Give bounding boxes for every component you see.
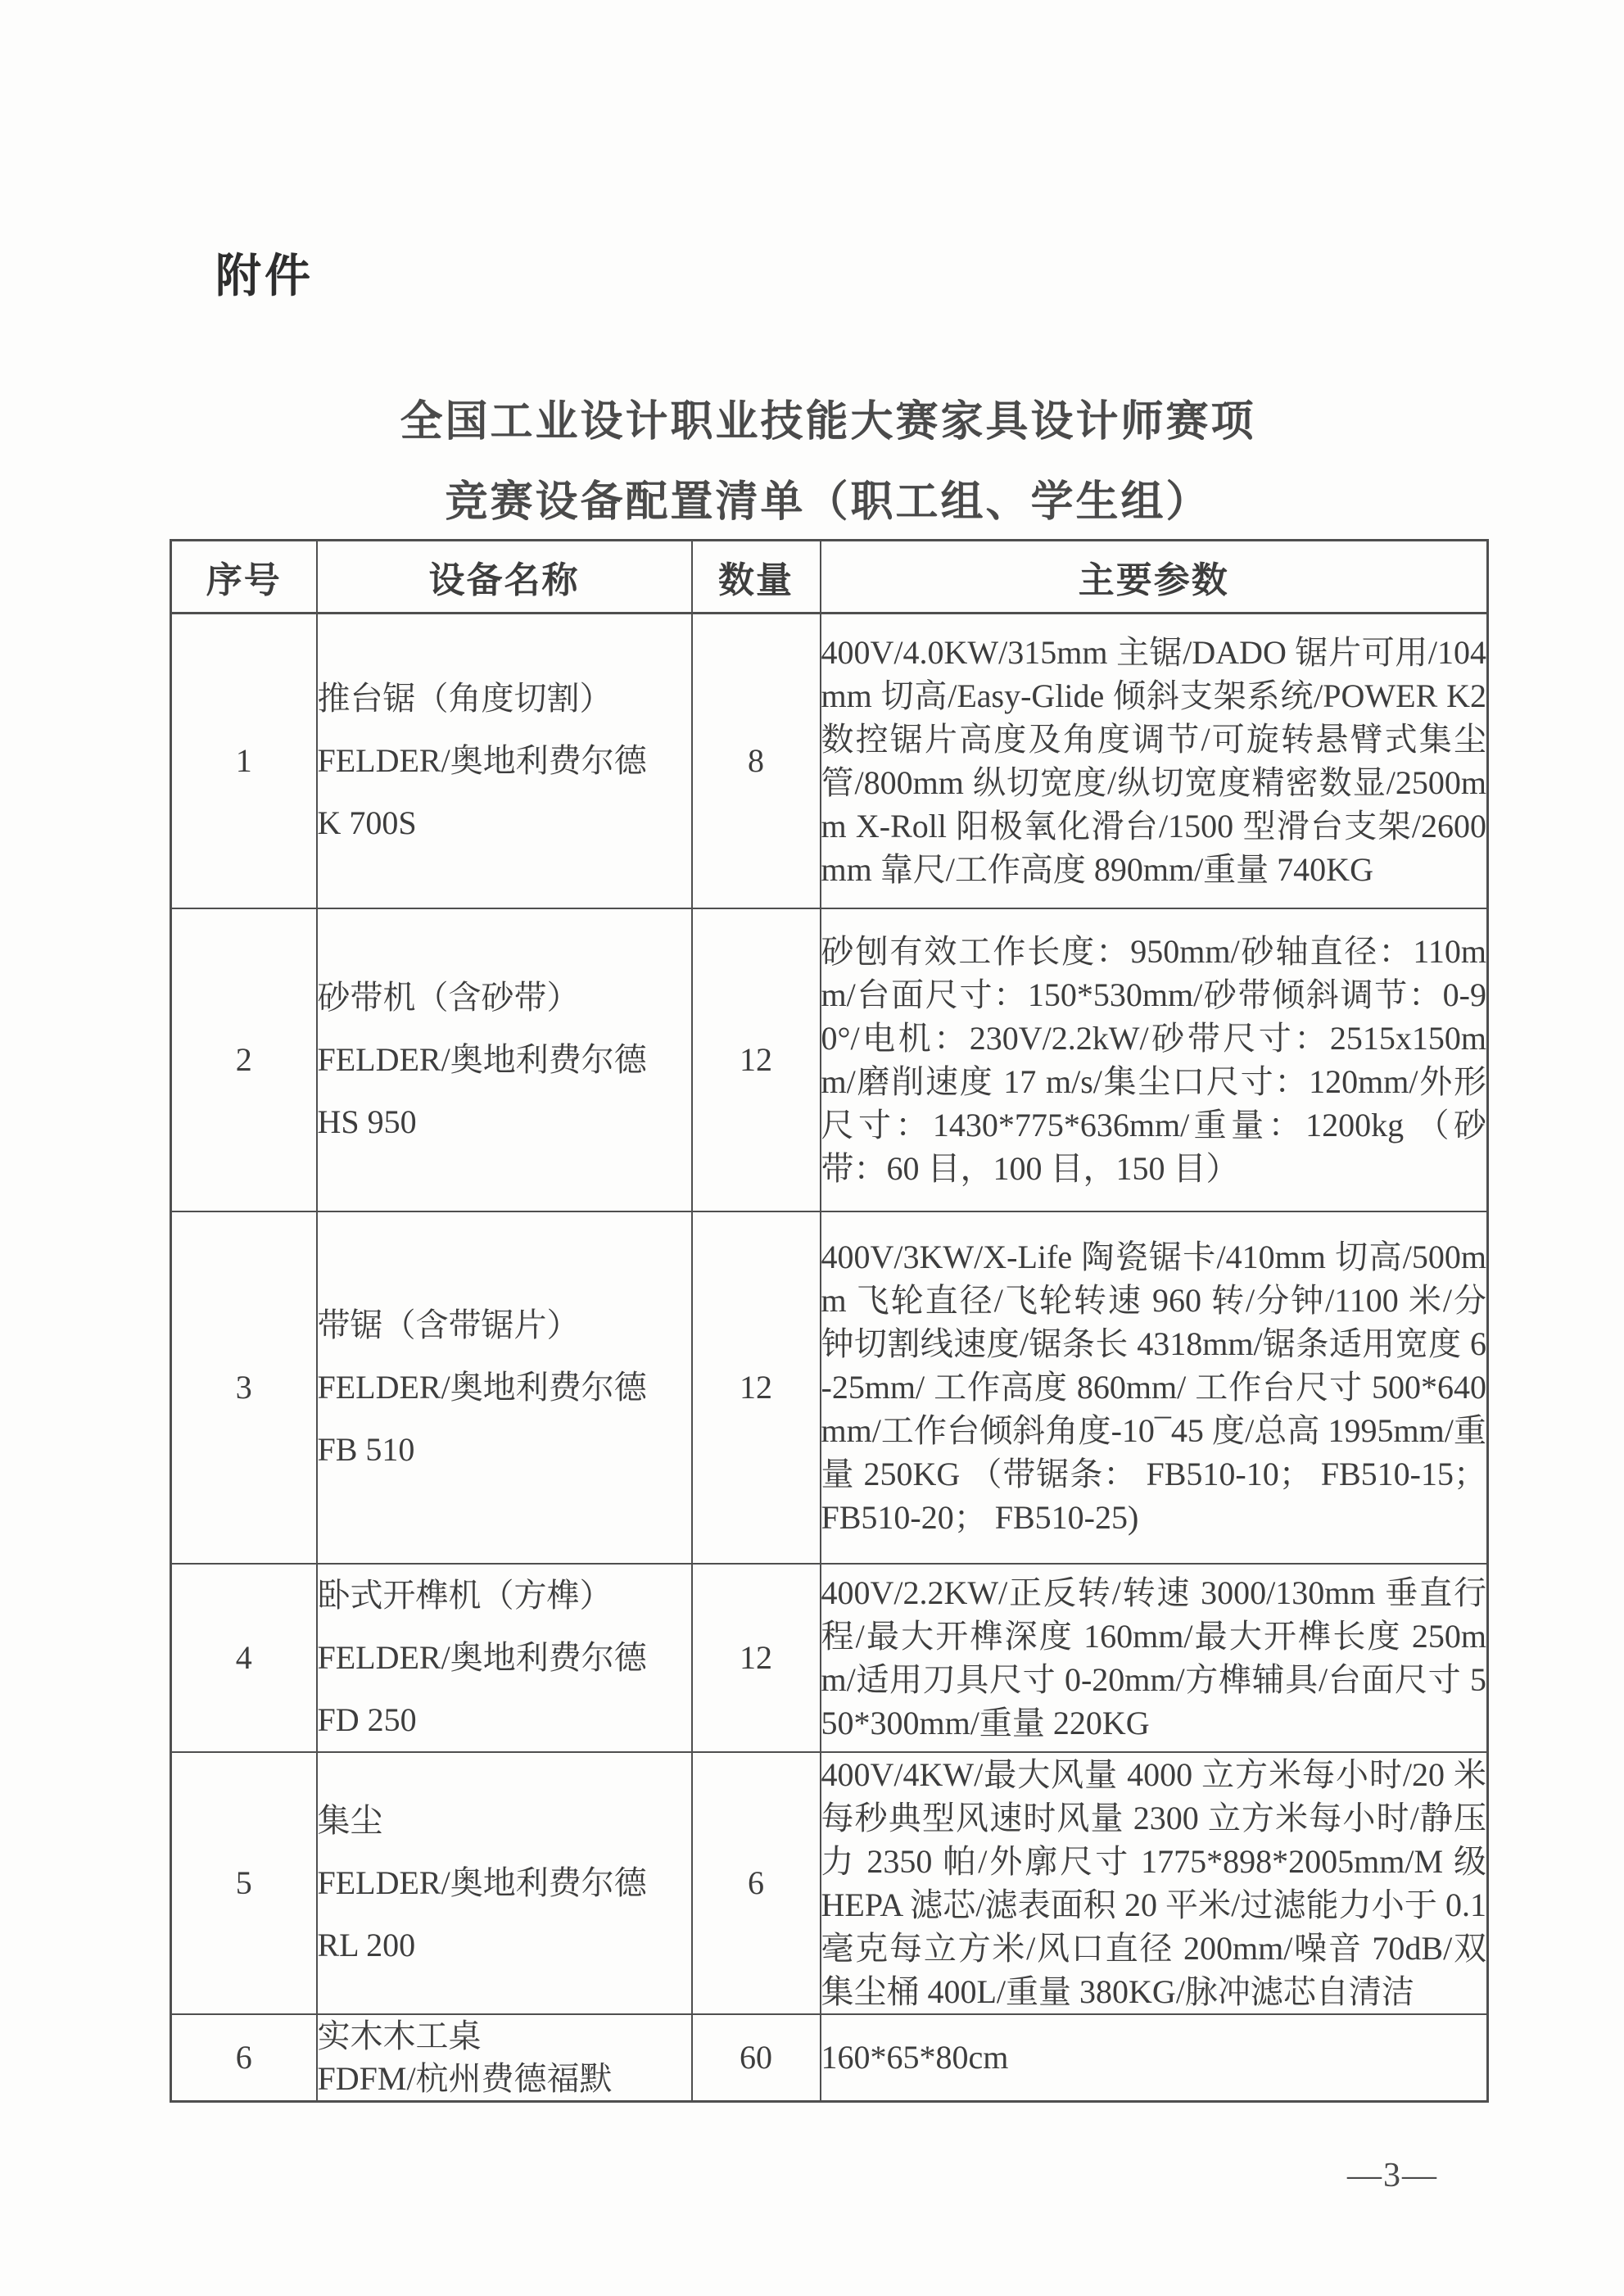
cell-index: 5 [171, 1752, 317, 2014]
document-title-line1: 全国工业设计职业技能大赛家具设计师赛项 [400, 399, 1256, 446]
equipment-model-line: FB 510 [317, 1430, 415, 1468]
cell-index: 2 [171, 908, 317, 1211]
cell-quantity: 60 [692, 2014, 821, 2102]
table-row [171, 908, 1488, 1211]
column-header-parameters: 主要参数 [821, 541, 1488, 614]
cell-parameters: 160*65*80cm [821, 2014, 1488, 2102]
table-row [171, 614, 1488, 908]
attachment-label: 附件 [215, 251, 314, 302]
cell-equipment-name [317, 2014, 692, 2102]
equipment-brand-line: FELDER/奥地利费尔德 [317, 1864, 647, 1901]
table-row [171, 2014, 1488, 2102]
equipment-name-line: 卧式开榫机（方榫） [317, 1576, 613, 1614]
cell-quantity: 12 [692, 1564, 821, 1752]
equipment-model-line: RL 200 [317, 1926, 416, 1963]
cell-equipment-name [317, 908, 692, 1211]
cell-quantity: 12 [692, 908, 821, 1211]
column-header-equipment-name: 设备名称 [317, 541, 692, 614]
equipment-model-line: FD 250 [317, 1700, 417, 1738]
equipment-brand-line: FELDER/奥地利费尔德 [317, 1368, 647, 1406]
equipment-model-line: HS 950 [317, 1103, 417, 1140]
page-number: —3— [1347, 2157, 1438, 2194]
cell-equipment-name [317, 1752, 692, 2014]
cell-quantity: 12 [692, 1211, 821, 1564]
equipment-name-line: 集尘 [317, 1801, 383, 1839]
cell-parameters: 400V/4.0KW/315mm 主锯/DADO 锯片可用/104mm 切高/Easy-Glide 倾斜支架系统/POWER K2 数控锯片高度及角度调节/可旋转悬臂式集尘管/800mm 纵切宽度/纵切宽度精密数显/2500mm X-Roll 阳极氧化滑台/1500 型滑台支架/2600mm 靠尺/工作高度 890mm/重量 740KG [821, 614, 1488, 908]
cell-parameters: 400V/4KW/最大风量 4000 立方米每小时/20 米每秒典型风速时风量 2300 立方米每小时/静压力 2350 帕/外廓尺寸 1775*898*2005mm/M 级 HEPA 滤芯/滤表面积 20 平米/过滤能力小于 0.1 毫克每立方米/风口直径 200mm/噪音 70dB/双集尘桶 400L/重量 380KG/脉冲滤芯自清洁 [821, 1752, 1488, 2014]
cell-equipment-name [317, 1211, 692, 1564]
equipment-brand-line: FELDER/奥地利费尔德 [317, 1040, 647, 1078]
document-title-line2: 竞赛设备配置清单（职工组、学生组） [445, 479, 1211, 526]
table-row [171, 1564, 1488, 1752]
column-header-quantity: 数量 [692, 541, 821, 614]
table-row [171, 1752, 1488, 2014]
cell-equipment-name [317, 1564, 692, 1752]
equipment-brand-line: FELDER/奥地利费尔德 [317, 1638, 647, 1676]
equipment-brand-line: FELDER/奥地利费尔德 [317, 741, 647, 779]
cell-index: 3 [171, 1211, 317, 1564]
equipment-name-line: 带锯（含带锯片） [317, 1306, 580, 1343]
cell-parameters: 400V/2.2KW/正反转/转速 3000/130mm 垂直行程/最大开榫深度 160mm/最大开榫长度 250mm/适用刀具尺寸 0-20mm/方榫辅具/台面尺寸 550*300mm/重量 220KG [821, 1564, 1488, 1752]
cell-parameters: 砂刨有效工作长度：950mm/砂轴直径：110mm/台面尺寸：150*530mm/砂带倾斜调节：0-90°/电机：230V/2.2kW/砂带尺寸：2515x150mm/磨削速度 17 m/s/集尘口尺寸：120mm/外形尺寸：1430*775*636mm/重量：1200kg （砂带：60 目，100 目，150 目） [821, 908, 1488, 1211]
table-header-row [171, 541, 1488, 614]
cell-equipment-name [317, 614, 692, 908]
equipment-brand-line: FDFM/杭州费德福默 [317, 2059, 613, 2097]
equipment-name-line: 实木木工桌 [317, 2017, 482, 2054]
cell-index: 4 [171, 1564, 317, 1752]
cell-quantity: 8 [692, 614, 821, 908]
column-header-index: 序号 [171, 541, 317, 614]
equipment-table [170, 539, 1489, 2103]
cell-quantity: 6 [692, 1752, 821, 2014]
cell-index: 1 [171, 614, 317, 908]
equipment-name-line: 砂带机（含砂带） [317, 978, 580, 1016]
equipment-model-line: K 700S [317, 804, 417, 841]
equipment-name-line: 推台锯（角度切割） [317, 679, 613, 717]
cell-index: 6 [171, 2014, 317, 2102]
cell-parameters: 400V/3KW/X-Life 陶瓷锯卡/410mm 切高/500mm 飞轮直径/飞轮转速 960 转/分钟/1100 米/分钟切割线速度/锯条长 4318mm/锯条适用宽度 6-25mm/ 工作高度 860mm/ 工作台尺寸 500*640mm/工作台倾斜角度-10¯45 度/总高 1995mm/重量 250KG （带锯条： FB510-10； FB510-15； FB510-20； FB510-25) [821, 1211, 1488, 1564]
table-row [171, 1211, 1488, 1564]
